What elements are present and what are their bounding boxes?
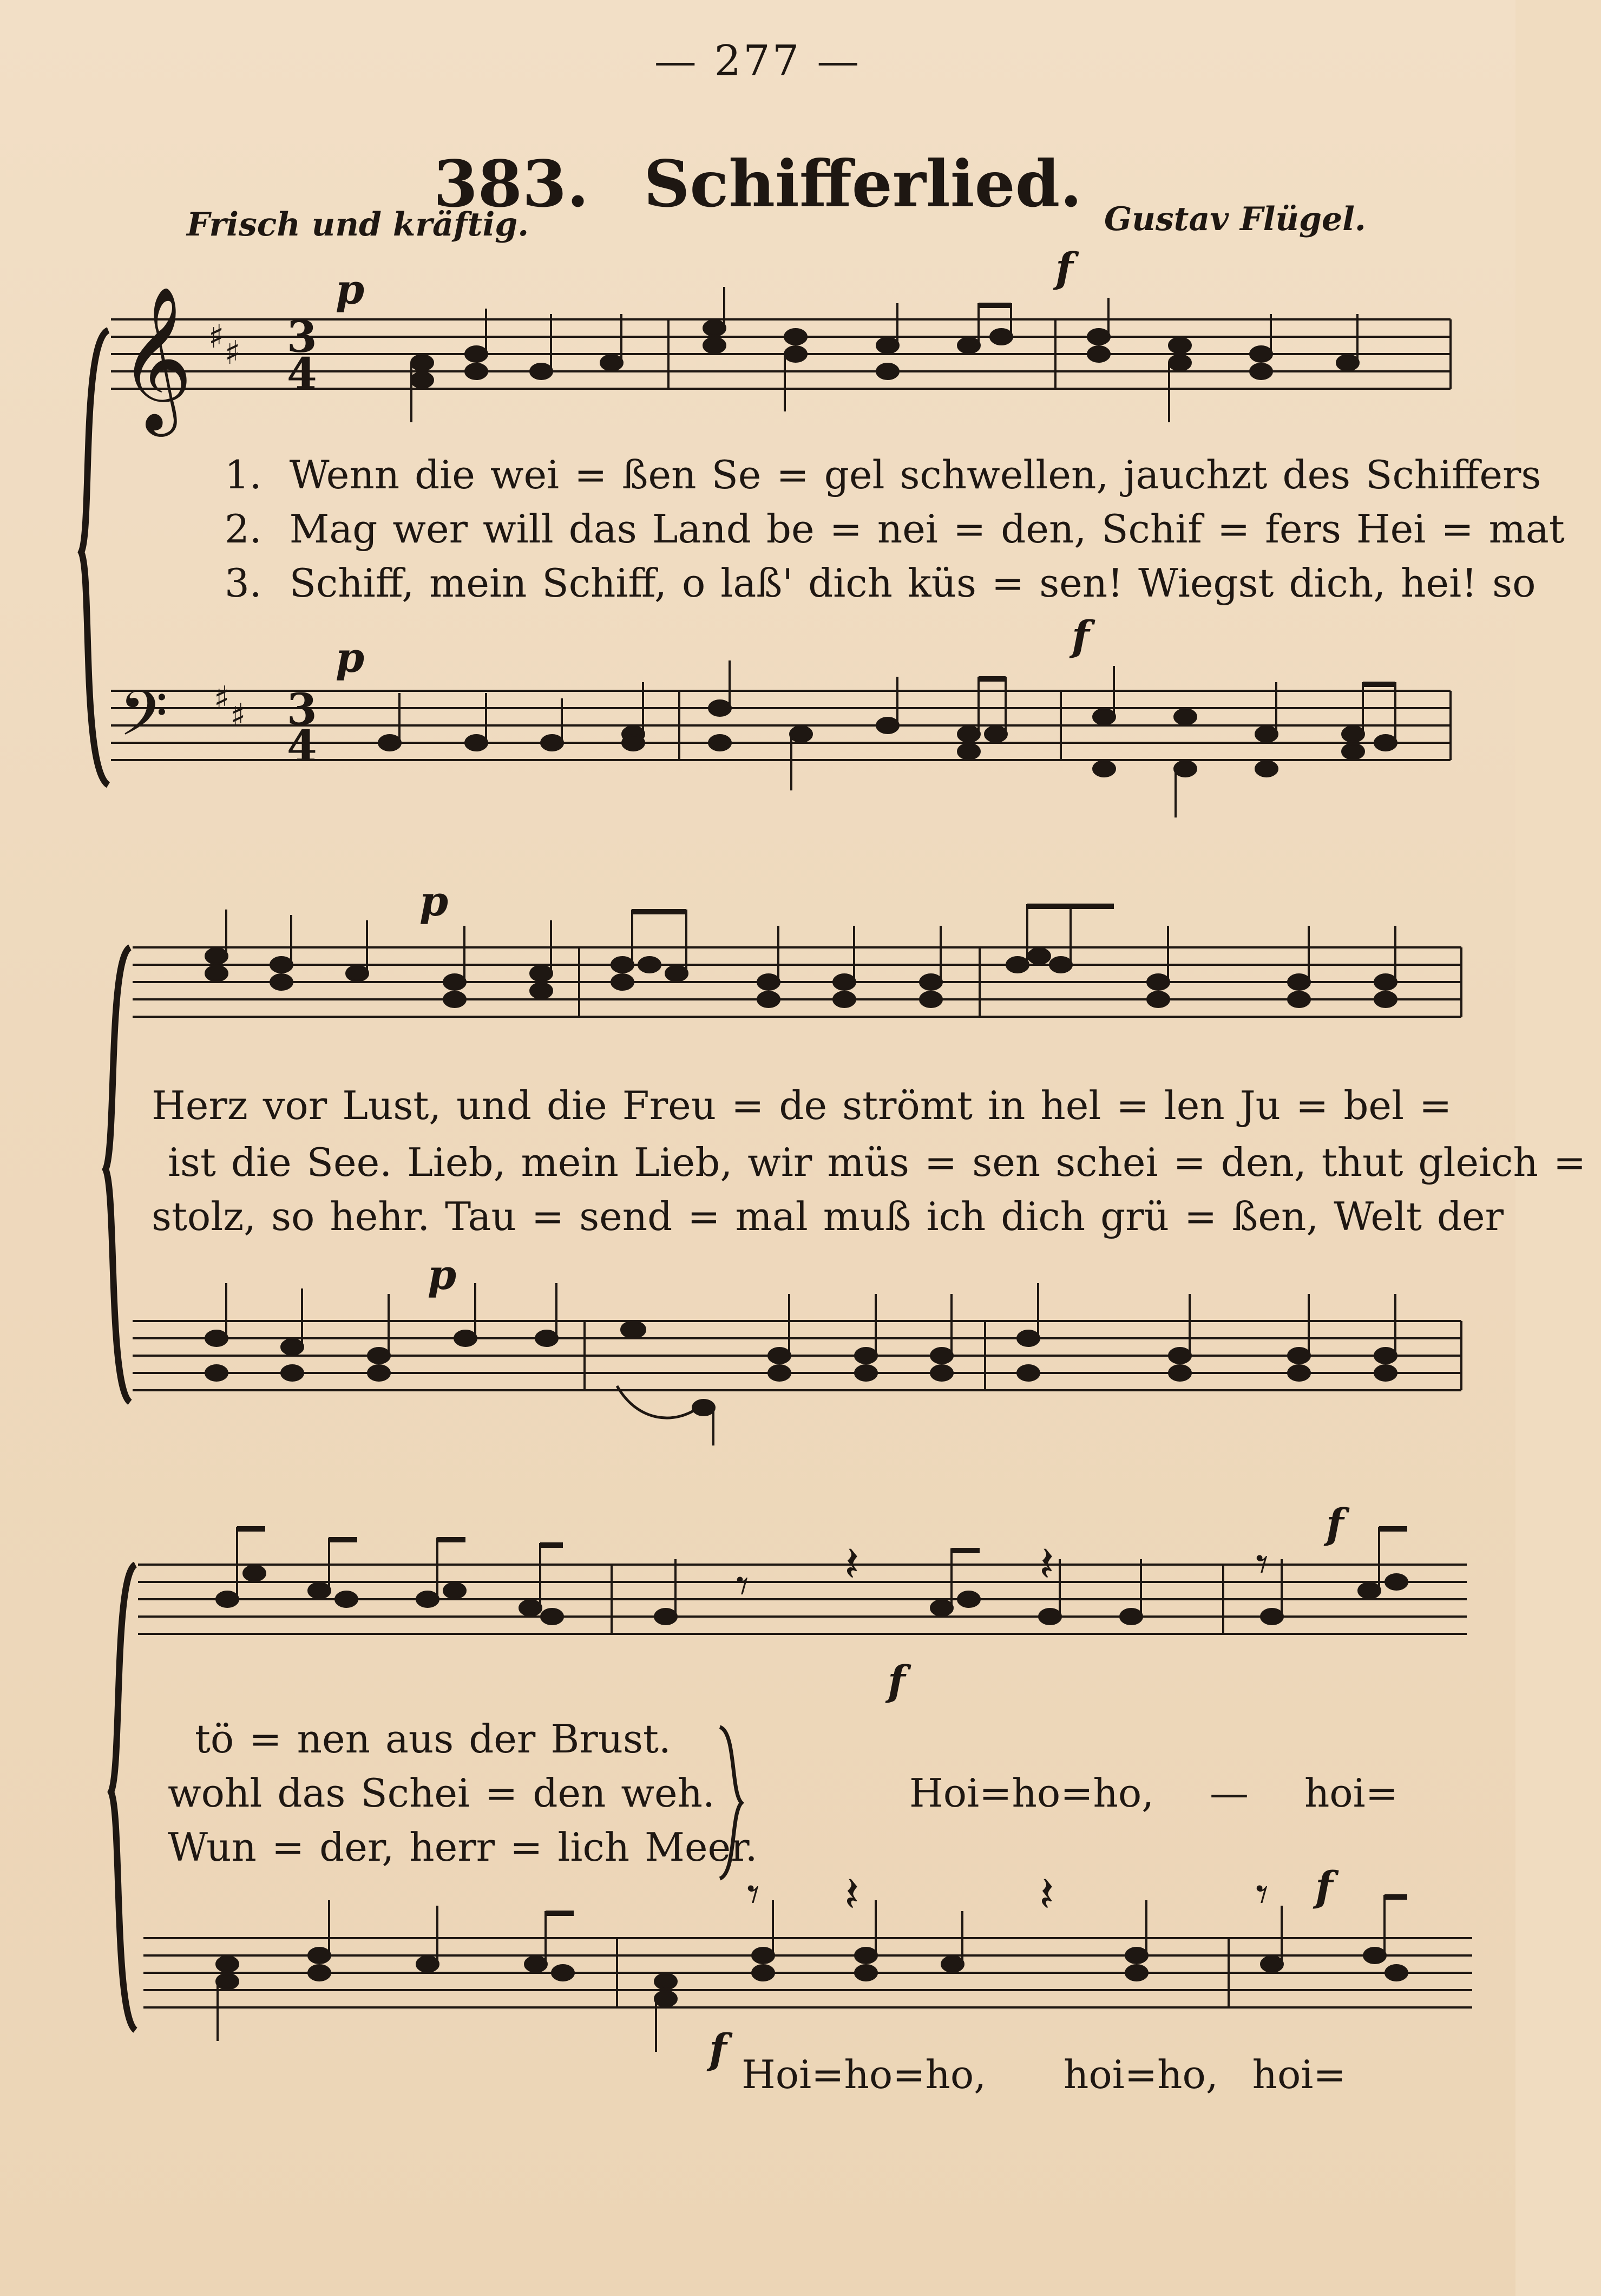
dynamic-forte: f: [1326, 1500, 1344, 1548]
system3-verse1: tö = nen aus der Brust.: [195, 1716, 671, 1762]
system2-verse1: Herz vor Lust, und die Freu = de strömt in hel = len Ju = bel =: [152, 1083, 1452, 1128]
system3-brace: [0, 1559, 146, 2036]
verse-closing-brace: [714, 1722, 758, 1884]
system1-bass-notes: [379, 660, 1396, 817]
eighth-rest-icon: 𝄾: [747, 1866, 760, 1923]
eighth-rest-icon: 𝄾: [1256, 1866, 1269, 1923]
bass-clef-icon: 𝄢: [119, 677, 168, 766]
eighth-rest-icon: 𝄾: [736, 1558, 749, 1614]
eighth-rest-icon: 𝄾: [1256, 1536, 1269, 1593]
system1-verse2: 2. Mag wer will das Land be = nei = den, Schif = fers Hei = mat: [225, 506, 1565, 552]
key-sharp-icon: ♯: [208, 318, 225, 356]
rest-icons: [736, 1536, 1269, 1614]
system3-treble-staff: [0, 1494, 1515, 1689]
dynamic-piano: p: [336, 633, 365, 682]
system3-verse3: Wun = der, herr = lich Meer.: [168, 1824, 758, 1870]
key-sharp-icon: ♯: [225, 334, 241, 372]
system2-treble-staff: [0, 888, 1515, 1072]
key-sharp-icon: ♯: [230, 697, 246, 735]
treble-clef-icon: 𝄞: [119, 286, 193, 430]
composer-name: Gustav Flügel.: [1104, 200, 1366, 238]
system1-bass-staff: [0, 666, 1515, 828]
time-signature-top: 3: [287, 684, 317, 735]
quarter-rest-icon: 𝄽: [1039, 1536, 1054, 1593]
song-number: 383.: [433, 146, 589, 221]
system3-treble-notes: [216, 1527, 1407, 1624]
tempo-marking: Frisch und kräftig.: [187, 206, 529, 244]
system1-verse3: 3. Schiff, mein Schiff, o laß' dich küs = sen! Wiegst dich, hei! so: [225, 560, 1536, 606]
key-sharp-icon: ♯: [214, 679, 230, 717]
page-number: — 277 —: [654, 37, 862, 86]
system1-brace: [0, 325, 119, 790]
system1-verse1: 1. Wenn die wei = ßen Se = gel schwellen, jauchzt des Schiffers: [225, 452, 1541, 498]
dynamic-piano: p: [336, 265, 365, 313]
system2-brace: [0, 942, 141, 1408]
dynamic-forte: f: [709, 2025, 727, 2073]
quarter-rest-icon: 𝄽: [844, 1536, 859, 1593]
time-signature-bottom: 4: [287, 721, 317, 771]
quarter-rest-icon: 𝄽: [844, 1866, 859, 1923]
refrain-lower: Hoi=ho=ho, hoi=ho, hoi=: [742, 2052, 1346, 2097]
system2-verse3: stolz, so hehr. Tau = send = mal muß ich dich grü = ßen, Welt der: [152, 1194, 1504, 1239]
system2-verse2: ist die See. Lieb, mein Lieb, wir müs = sen schei = den, thut gleich =: [168, 1140, 1586, 1185]
dynamic-forte: f: [1072, 612, 1090, 660]
dynamic-forte: f: [1315, 1862, 1333, 1911]
dynamic-piano: p: [419, 877, 449, 925]
refrain-upper: Hoi=ho=ho, — hoi=: [909, 1770, 1399, 1816]
time-signature-top: 3: [287, 311, 317, 362]
quarter-rest-icon: 𝄽: [1039, 1866, 1054, 1923]
system2-bass-staff: [0, 1261, 1515, 1456]
system1-treble-staff: [0, 286, 1515, 444]
time-signature-bottom: 4: [287, 348, 317, 399]
dynamic-forte: f: [1055, 244, 1073, 292]
dynamic-piano: p: [428, 1251, 457, 1299]
song-title-text: Schifferlied.: [644, 146, 1082, 221]
system3-bass-staff: [0, 1866, 1515, 2073]
dynamic-forte: f: [888, 1657, 906, 1705]
system3-verse2: wohl das Schei = den weh.: [168, 1770, 715, 1816]
system2-bass-notes: [206, 1283, 1396, 1445]
system2-treble-notes: [206, 904, 1396, 1007]
